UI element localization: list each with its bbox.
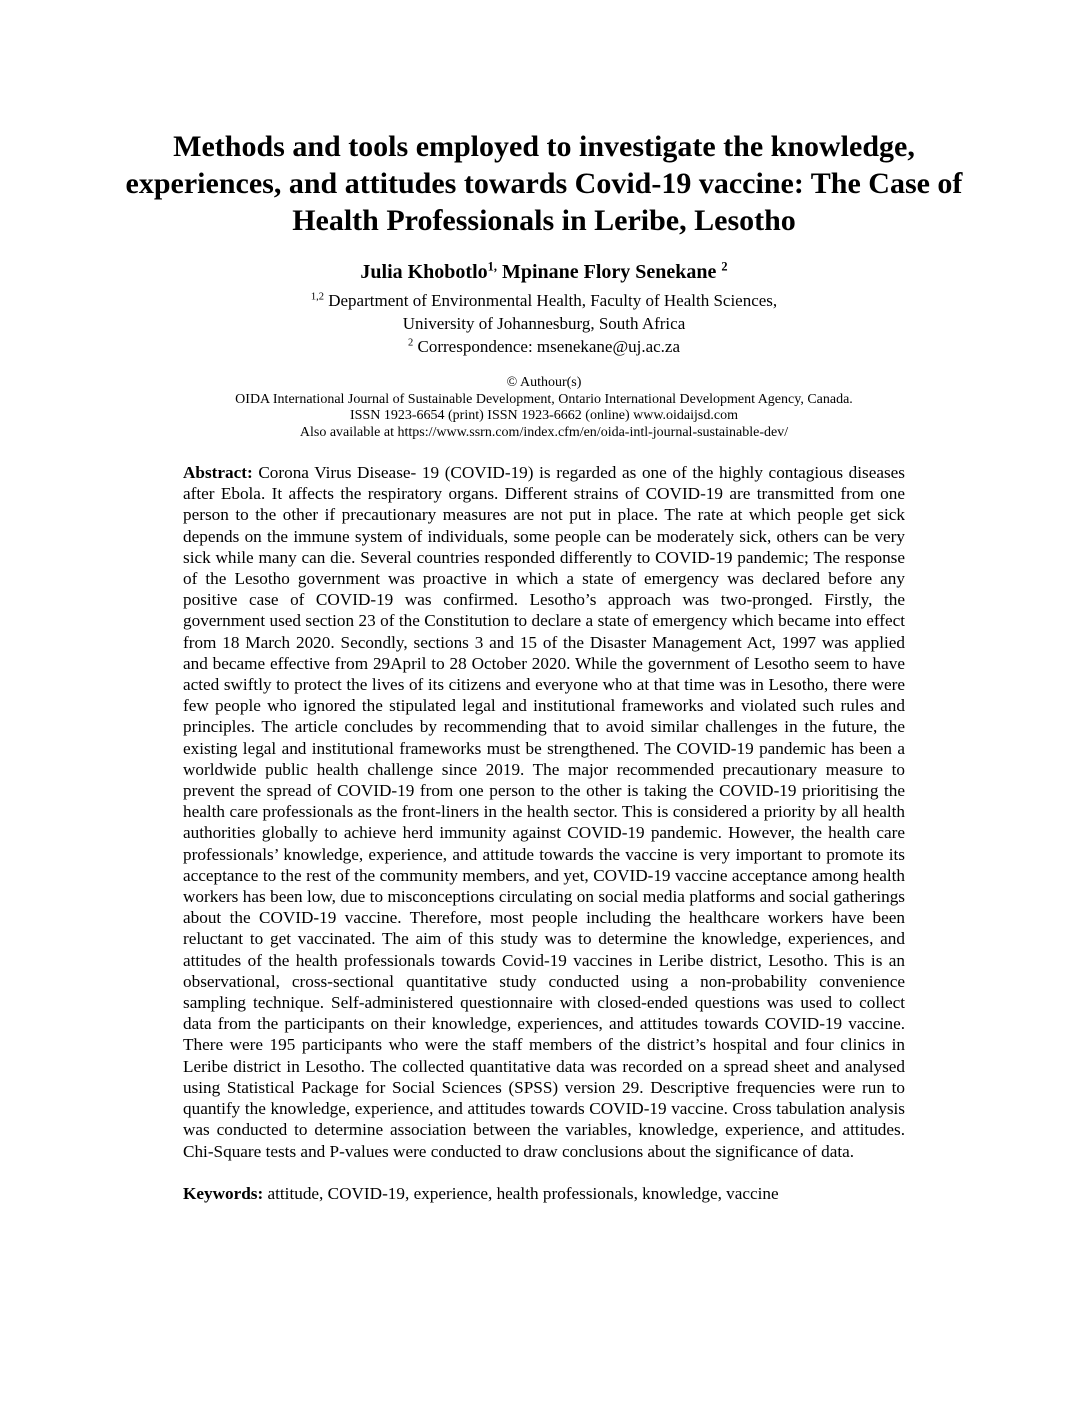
copyright-line: © Authour(s) <box>506 375 582 390</box>
affiliation-department-line <box>0 289 1088 312</box>
keywords-line <box>183 1183 905 1204</box>
keywords-label: Keywords: <box>183 1183 264 1203</box>
abstract-text: Corona Virus Disease- 19 (COVID-19) is regarded as one of the highly contagious diseases after Ebola. It affects the respiratory organs. Different strains of COVID-19 are transmitted from one person to the other if precautionary measures are not put in place. The rate at which people get sick depends on the immune system of individuals, some people can be moderately sick, others can be very sick while many can die. Several countries responded differently to COVID-19 pandemic; The response of the Lesotho government was proactive in which a state of emergency was declared before any positive case of COVID-19 was confirmed. Lesotho’s approach was two-pronged. Firstly, the government used section 23 of the Constitution to declare a state of emergency which became into effect from 18 March 2020. Secondly, sections 3 and 15 of the Disaster Management Act, 1997 was applied and became effective from 29April to 28 October 2020. While the government of Lesotho seem to have acted swiftly to protect the lives of its citizens and everyone who at that time was in Lesotho, there were few people who ignored the stipulated legal and institutional frameworks and violated such rules and principles. The article concludes by recommending that to avoid similar challenges in the future, the existing legal and institutional frameworks must be strengthened. The COVID-19 pandemic has been a worldwide public health challenge since 2019. The major recommended precautionary measure to prevent the spread of COVID-19 from one person to the other is taking the COVID-19 prioritising the health care professionals as the front-liners in the health sector. This is considered a priority by all health authorities globally to achieve herd immunity against COVID-19 pandemic. However, the health care professionals’ knowledge, experience, and attitude towards the vaccine is very important to promote its acceptance to the rest of the community members, and yet, COVID-19 vaccine acceptance among health workers has been low, due to misconceptions circulating on social media platforms and social gatherings about the COVID-19 vaccine. Therefore, most people including the healthcare workers have been reluctant to get vaccinated. The aim of this study was to determine the knowledge, experiences, and attitudes of the health professionals towards Covid-19 vaccines in Leribe district, Lesotho. This is an observational, cross-sectional quantitative study conducted using a non-probability convenience sampling technique. Self-administered questionnaire with closed-ended questions was used to collect data from the participants on their knowledge, experiences, and attitudes towards COVID-19 vaccine. There were 195 participants who were the staff members of the district’s hospital and four clinics in Leribe district in Lesotho. The collected quantitative data was recorded on a spread sheet and analysed using Statistical Package for Social Sciences (SPSS) version 29. Descriptive frequencies were run to quantify the knowledge, experience, and attitudes towards COVID-19 vaccine. Cross tabulation analysis was conducted to determine association between the variables, knowledge, experience, and attitudes. Chi-Square tests and P-values were conducted to draw conclusions about the significance of data. <box>183 463 905 1161</box>
author-1: Julia Khobotlo <box>360 261 488 283</box>
correspondence-superscript: 2 <box>407 337 414 349</box>
author-2: Mpinane Flory Senekane <box>496 261 722 283</box>
author-2-superscript: 2 <box>721 259 728 274</box>
correspondence-line <box>0 335 1088 358</box>
issn-line: ISSN 1923-6654 (print) ISSN 1923-6662 (online) www.oidaijsd.com <box>350 408 738 423</box>
authors-line <box>0 259 1088 285</box>
affiliation-department: Department of Environmental Health, Faculty of Health Sciences, <box>323 291 778 310</box>
correspondence-text: Correspondence: msenekane@uj.ac.za <box>413 337 681 356</box>
author-1-superscript: 1, <box>487 259 497 274</box>
imprint-block <box>0 375 1088 441</box>
abstract-label: Abstract: <box>183 463 253 482</box>
affiliation-superscript: 1,2 <box>310 291 324 303</box>
keywords-text: attitude, COVID-19, experience, health professionals, knowledge, vaccine <box>263 1183 779 1203</box>
affiliation-university-line: University of Johannesburg, South Africa <box>402 314 686 333</box>
journal-name-line: OIDA International Journal of Sustainable Development, Ontario International Development Agency, Canada. <box>235 391 853 407</box>
paper-title: Methods and tools employed to investigate the knowledge, experiences, and attitudes towards Covid-19 vaccine: The Case of Health Professionals in Leribe, Lesotho <box>125 130 963 237</box>
availability-line: Also available at https://www.ssrn.com/index.cfm/en/oida-intl-journal-sustainable-dev/ <box>299 424 789 440</box>
abstract-paragraph <box>183 462 905 1162</box>
